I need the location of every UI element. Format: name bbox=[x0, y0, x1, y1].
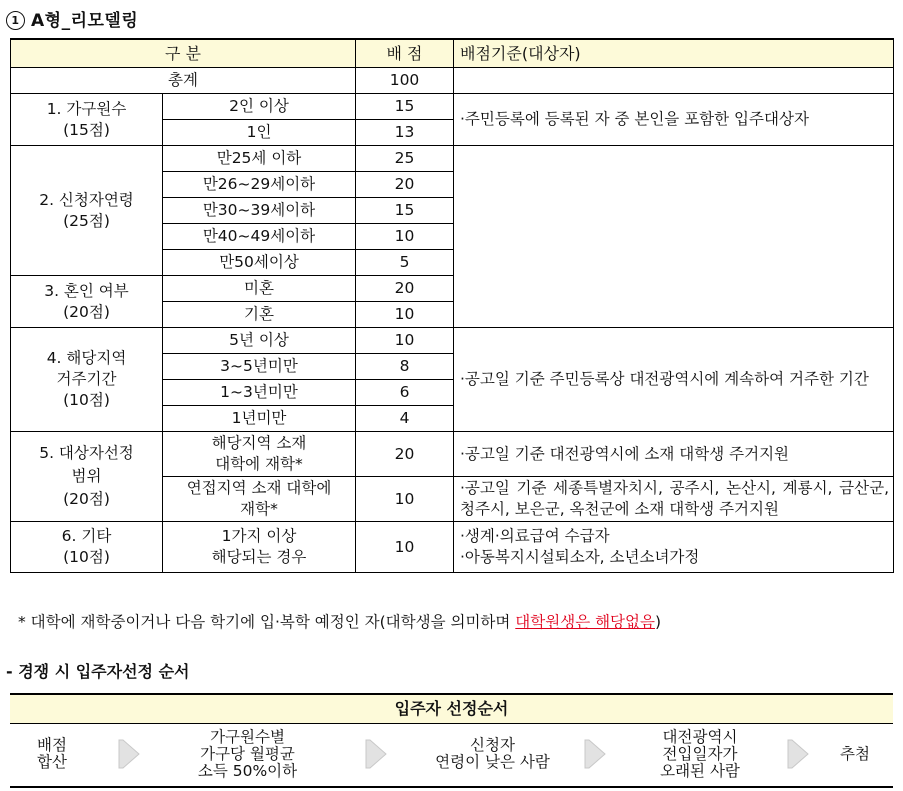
table-row bbox=[11, 522, 894, 573]
item-label: 미혼 bbox=[163, 276, 356, 302]
footnote bbox=[18, 610, 661, 632]
table-row bbox=[11, 328, 894, 354]
total-row bbox=[11, 68, 894, 94]
group-name: 5. 대상자선정 범위 bbox=[39, 444, 134, 485]
group-residence bbox=[11, 328, 163, 432]
circled-number: 1 bbox=[6, 11, 25, 30]
sequence-step: 대전광역시 전입일자가 오래된 사람 bbox=[660, 727, 740, 780]
item-label: 2인 이상 bbox=[163, 94, 356, 120]
item-label: 만30~39세이하 bbox=[163, 198, 356, 224]
header-criteria: 배점기준(대상자) bbox=[454, 39, 894, 68]
criteria-residence: ·공고일 기준 주민등록상 대전광역시에 계속하여 거주한 기간 bbox=[454, 328, 894, 432]
criteria-other-1: ·생계·의료급여 수급자 bbox=[460, 527, 610, 545]
group-points: (10점) bbox=[63, 548, 110, 566]
footnote-end: ) bbox=[654, 613, 662, 631]
group-name: 6. 기타 bbox=[61, 527, 112, 545]
footnote-highlight: 대학원생은 해당없음 bbox=[515, 613, 655, 631]
header-score: 배 점 bbox=[356, 39, 454, 68]
group-name: 1. 가구원수 bbox=[46, 99, 127, 118]
item-label: 해당지역 소재 대학에 재학* bbox=[163, 432, 356, 477]
sequence-step: 신청자 연령이 낮은 사람 bbox=[435, 736, 550, 771]
title-text: A형_리모델링 bbox=[31, 11, 139, 31]
section-heading: - 경쟁 시 입주자선정 순서 bbox=[6, 662, 190, 681]
item-score: 15 bbox=[356, 198, 454, 224]
group-age bbox=[11, 146, 163, 276]
item-score: 20 bbox=[356, 172, 454, 198]
scoring-table bbox=[10, 38, 894, 573]
group-points: (15점) bbox=[63, 120, 110, 139]
group-name: 3. 혼인 여부 bbox=[44, 281, 129, 300]
sequence-row bbox=[10, 722, 893, 788]
criteria-other-2: ·아동복지시설퇴소자, 소년소녀가정 bbox=[460, 548, 700, 566]
item-score: 10 bbox=[356, 328, 454, 354]
table-row bbox=[11, 94, 894, 120]
sequence-step: 추첨 bbox=[840, 744, 870, 763]
group-points: (20점) bbox=[63, 490, 110, 508]
item-label: 1인 bbox=[163, 120, 356, 146]
sequence-step: 배점 합산 bbox=[37, 736, 67, 771]
criteria-empty bbox=[454, 146, 894, 328]
header-category: 구 분 bbox=[11, 39, 356, 68]
item-label: 1가지 이상 해당되는 경우 bbox=[163, 522, 356, 573]
table-header-row bbox=[11, 39, 894, 68]
item-score: 20 bbox=[356, 276, 454, 302]
item-score: 5 bbox=[356, 250, 454, 276]
footnote-text: * 대학에 재학중이거나 다음 학기에 입·복학 예정인 자(대학생을 의미하며 bbox=[18, 613, 516, 631]
group-points: (20점) bbox=[63, 302, 110, 321]
item-score: 10 bbox=[356, 224, 454, 250]
table-row bbox=[11, 432, 894, 477]
sequence-header: 입주자 선정순서 bbox=[10, 693, 893, 724]
group-other bbox=[11, 522, 163, 573]
item-score: 4 bbox=[356, 406, 454, 432]
item-score: 10 bbox=[356, 522, 454, 573]
item-score: 6 bbox=[356, 380, 454, 406]
total-label: 총계 bbox=[11, 68, 356, 94]
arrow-right-icon bbox=[786, 738, 812, 770]
group-name: 2. 신청자연령 bbox=[39, 190, 134, 209]
criteria-household: ·주민등록에 등록된 자 중 본인을 포함한 입주대상자 bbox=[454, 94, 894, 146]
item-score: 10 bbox=[356, 302, 454, 328]
item-score: 8 bbox=[356, 354, 454, 380]
item-label: 만25세 이하 bbox=[163, 146, 356, 172]
criteria-scope-adjacent: ·공고일 기준 세종특별자치시, 공주시, 논산시, 계룡시, 금산군, 청주시, 보은군, 옥천군에 소재 대학생 주거지원 bbox=[454, 477, 894, 522]
item-label: 만40~49세이하 bbox=[163, 224, 356, 250]
criteria-empty bbox=[454, 68, 894, 94]
arrow-right-icon bbox=[583, 738, 609, 770]
item-label: 만26~29세이하 bbox=[163, 172, 356, 198]
arrow-right-icon bbox=[364, 738, 390, 770]
total-score: 100 bbox=[356, 68, 454, 94]
page-title bbox=[6, 6, 138, 31]
item-score: 20 bbox=[356, 432, 454, 477]
item-score: 10 bbox=[356, 477, 454, 522]
item-label: 1~3년미만 bbox=[163, 380, 356, 406]
group-household bbox=[11, 94, 163, 146]
table-row bbox=[11, 146, 894, 172]
item-label: 연접지역 소재 대학에 재학* bbox=[163, 477, 356, 522]
item-label: 만50세이상 bbox=[163, 250, 356, 276]
criteria-scope-local: ·공고일 기준 대전광역시에 소재 대학생 주거지원 bbox=[454, 432, 894, 477]
item-score: 13 bbox=[356, 120, 454, 146]
group-marriage bbox=[11, 276, 163, 328]
arrow-right-icon bbox=[117, 738, 143, 770]
item-label: 1년미만 bbox=[163, 406, 356, 432]
group-points: (25점) bbox=[63, 211, 110, 230]
group-name: 4. 해당지역 거주기간 bbox=[46, 349, 127, 388]
item-label: 5년 이상 bbox=[163, 328, 356, 354]
item-label: 기혼 bbox=[163, 302, 356, 328]
item-score: 15 bbox=[356, 94, 454, 120]
criteria-other bbox=[454, 522, 894, 573]
group-scope bbox=[11, 432, 163, 522]
item-label: 3~5년미만 bbox=[163, 354, 356, 380]
item-score: 25 bbox=[356, 146, 454, 172]
group-points: (10점) bbox=[63, 391, 110, 409]
sequence-step: 가구원수별 가구당 월평균 소득 50%이하 bbox=[197, 727, 298, 780]
